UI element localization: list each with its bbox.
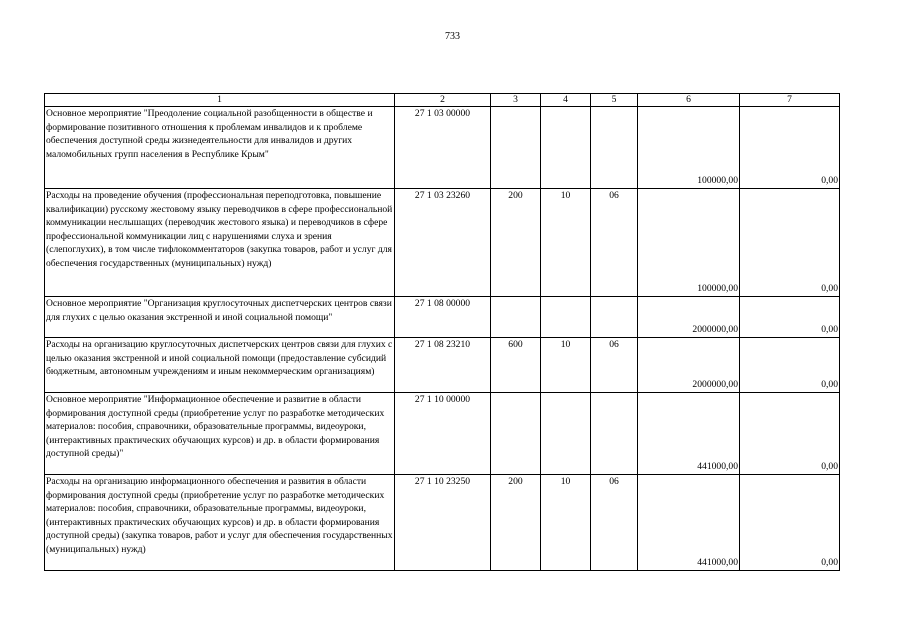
row-amount-change: 0,00: [740, 189, 840, 297]
row-amount-plan: 441000,00: [638, 393, 740, 475]
column-header: 1: [45, 94, 395, 107]
row-expense-type: 200: [491, 189, 541, 297]
row-description: Основное мероприятие "Организация круглосуточных диспетчерских центров связи для глухих с целью оказания экстренной и иной социальной помощи": [45, 297, 395, 338]
budget-table: [44, 93, 840, 571]
row-description: Основное мероприятие "Информационное обеспечение и развитие в области формирования доступной среды (приобретение услуг по разработке методических материалов: пособия, справочники, образовательные программы, видеоуроки, (интерактивных практических обучающих курсов) и др. в области формирования доступной среды)": [45, 393, 395, 475]
row-section: 10: [541, 338, 591, 393]
row-description: Расходы на организацию круглосуточных диспетчерских центров связи для глухих с целью оказания экстренной и иной социальной помощи (предоставление субсидий бюджетным, автономным учреждениям и иным некоммерческим организациям): [45, 338, 395, 393]
table-row: [45, 107, 840, 189]
row-target-code: 27 1 03 23260: [395, 189, 491, 297]
row-amount-change: 0,00: [740, 107, 840, 189]
table-row: [45, 297, 840, 338]
table-row: [45, 338, 840, 393]
row-subsection: [591, 393, 638, 475]
row-description: Основное мероприятие "Преодоление социальной разобщенности в обществе и формирование позитивного отношения к проблемам инвалидов и к проблеме обеспечения доступной среды жизнедеятельности для инвалидов и других маломобильных групп населения в Республике Крым": [45, 107, 395, 189]
row-section: 10: [541, 475, 591, 571]
row-subsection: [591, 107, 638, 189]
row-target-code: 27 1 10 23250: [395, 475, 491, 571]
row-subsection: 06: [591, 338, 638, 393]
row-section: [541, 393, 591, 475]
row-description: Расходы на организацию информационного обеспечения и развития в области формирования доступной среды (приобретение услуг по разработке методических материалов: пособия, справочники, образовательные программы, видеоуроки, (интерактивных практических обучающих курсов) и др. в области формирования доступной среды) (закупка товаров, работ и услуг для обеспечения государственных (муниципальных) нужд): [45, 475, 395, 571]
row-target-code: 27 1 08 00000: [395, 297, 491, 338]
column-header: 5: [591, 94, 638, 107]
row-expense-type: [491, 107, 541, 189]
column-header: 7: [740, 94, 840, 107]
column-header: 4: [541, 94, 591, 107]
row-section: [541, 107, 591, 189]
row-target-code: 27 1 08 23210: [395, 338, 491, 393]
row-expense-type: 600: [491, 338, 541, 393]
row-amount-change: 0,00: [740, 297, 840, 338]
row-amount-change: 0,00: [740, 338, 840, 393]
column-header: 2: [395, 94, 491, 107]
row-target-code: 27 1 10 00000: [395, 393, 491, 475]
row-amount-plan: 100000,00: [638, 189, 740, 297]
row-expense-type: [491, 297, 541, 338]
table-header-row: [45, 94, 840, 107]
table-row: [45, 475, 840, 571]
row-amount-plan: 100000,00: [638, 107, 740, 189]
column-header: 6: [638, 94, 740, 107]
table-row: [45, 189, 840, 297]
row-expense-type: [491, 393, 541, 475]
row-target-code: 27 1 03 00000: [395, 107, 491, 189]
row-amount-plan: 441000,00: [638, 475, 740, 571]
row-section: 10: [541, 189, 591, 297]
row-amount-change: 0,00: [740, 393, 840, 475]
row-subsection: 06: [591, 475, 638, 571]
row-amount-change: 0,00: [740, 475, 840, 571]
row-expense-type: 200: [491, 475, 541, 571]
table-row: [45, 393, 840, 475]
column-header: 3: [491, 94, 541, 107]
row-section: [541, 297, 591, 338]
page-number: 733: [445, 31, 460, 42]
row-subsection: [591, 297, 638, 338]
row-subsection: 06: [591, 189, 638, 297]
row-description: Расходы на проведение обучения (профессиональная переподготовка, повышение квалификации) русскому жестовому языку переводчиков в сфере профессиональной коммуникации неслышащих (переводчик жестового языка) и переводчиков в сфере профессиональной коммуникации лиц с нарушениями слуха и зрения (слепоглухих), в том числе тифлокомментаторов (закупка товаров, работ и услуг для обеспечения государственных (муниципальных) нужд): [45, 189, 395, 297]
row-amount-plan: 2000000,00: [638, 297, 740, 338]
row-amount-plan: 2000000,00: [638, 338, 740, 393]
